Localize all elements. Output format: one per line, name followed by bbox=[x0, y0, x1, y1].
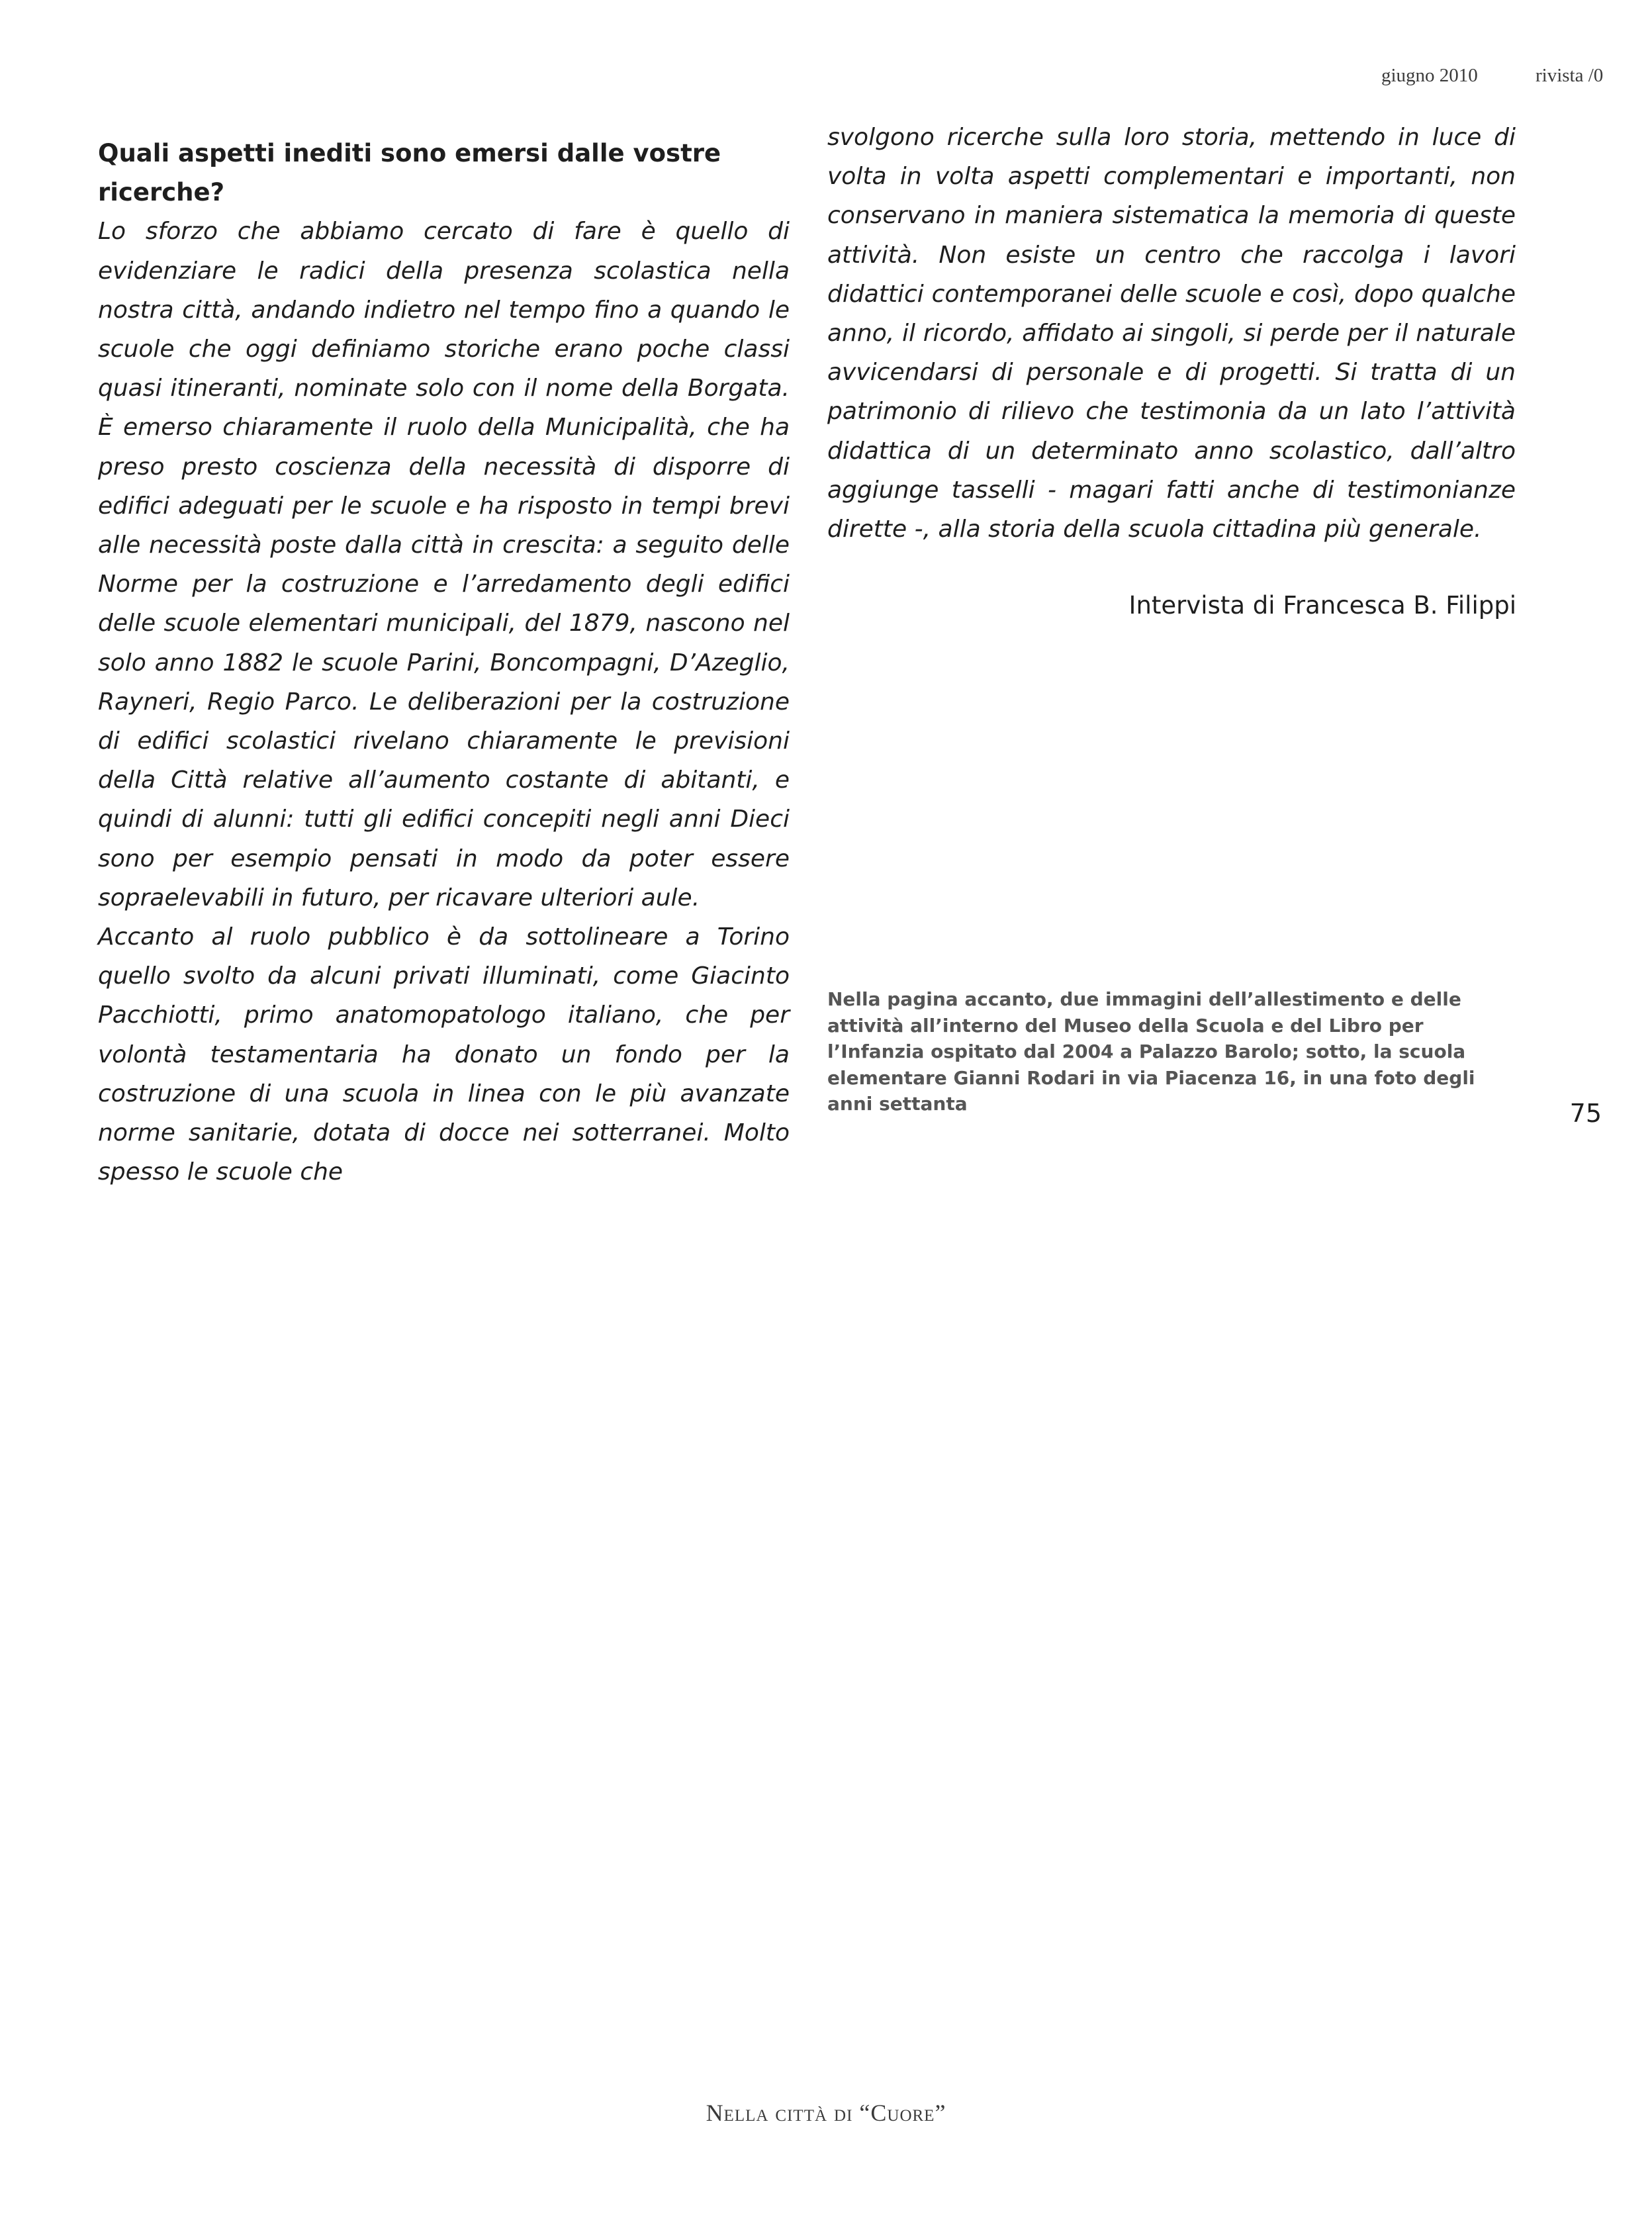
answer-paragraph-1: Lo sforzo che abbiamo cercato di fare è quello di evidenziare le radici della presenza scolastica nella nostra città, andando indietro nel tempo fino a quando le scuole che oggi definiamo storiche erano poche classi quasi itineranti, nominate solo con il nome della Borgata. È emerso chiaramente il ruolo della Municipalità, che ha preso presto coscienza della necessità di disporre di edifici adeguati per le scuole e ha risposto in tempi brevi alle necessità poste dalla città in crescita: a seguito delle Norme per la costruzione e l’arredamento degli edifici delle scuole elementari municipali, del 1879, nascono nel solo anno 1882 le scuole Parini, Boncompagni, D’Azeglio, Rayneri, Regio Parco. Le deliberazioni per la costruzione di edifici scolastici rivelano chiaramente le previsioni della Città relative all’aumento costante di abitanti, e quindi di alunni: tutti gli edifici concepiti negli anni Dieci sono per esempio pensati in modo da poter essere sopraelevabili in futuro, per ricavare ulteriori aule. bbox=[98, 218, 790, 911]
answer-paragraph-2: Accanto al ruolo pubblico è da sottolineare a Torino quello svolto da alcuni privati illuminati, come Giacinto Pacchiotti, primo anatomopatologo italiano, che per volontà testamentaria ha donato un fondo per la costruzione di una scuola in linea con le più avanzate norme sanitarie, dotata di docce nei sotterranei. Molto spesso le scuole che bbox=[98, 923, 790, 1186]
page-number: 75 bbox=[1569, 1099, 1602, 1128]
interview-signature: Intervista di Francesca B. Filippi bbox=[1128, 591, 1516, 620]
header-issue: rivista /0 bbox=[1536, 65, 1604, 86]
right-column bbox=[827, 118, 1516, 549]
left-column bbox=[98, 134, 790, 1191]
photo-caption: Nella pagina accanto, due immagini dell’allestimento e delle attività all’interno del Museo della Scuola e del Libro per l’Infanzia ospitato dal 2004 a Palazzo Barolo; sotto, la scuola elementare Gianni Rodari in via Piacenza 16, in una foto degli anni settanta bbox=[827, 988, 1475, 1115]
running-footer: Nella città di “Cuore” bbox=[706, 2100, 946, 2126]
answer-paragraph-3: svolgono ricerche sulla loro storia, mettendo in luce di volta in volta aspetti complementari e importanti, non conservano in maniera sistematica la memoria di queste attività. Non esiste un centro che raccolga i lavori didattici contemporanei delle scuole e così, dopo qualche anno, il ricordo, affidato ai singoli, si perde per il naturale avvicendarsi di personale e di progetti. Si tratta di un patrimonio di rilievo che testimonia da un lato l’attività didattica di un determinato anno scolastico, dall’altro aggiunge tasselli - magari fatti anche di testimonianze dirette -, alla storia della scuola cittadina più generale. bbox=[827, 124, 1516, 543]
header-date: giugno 2010 bbox=[1381, 65, 1478, 86]
interview-question: Quali aspetti inediti sono emersi dalle vostre ricerche? bbox=[98, 139, 721, 207]
